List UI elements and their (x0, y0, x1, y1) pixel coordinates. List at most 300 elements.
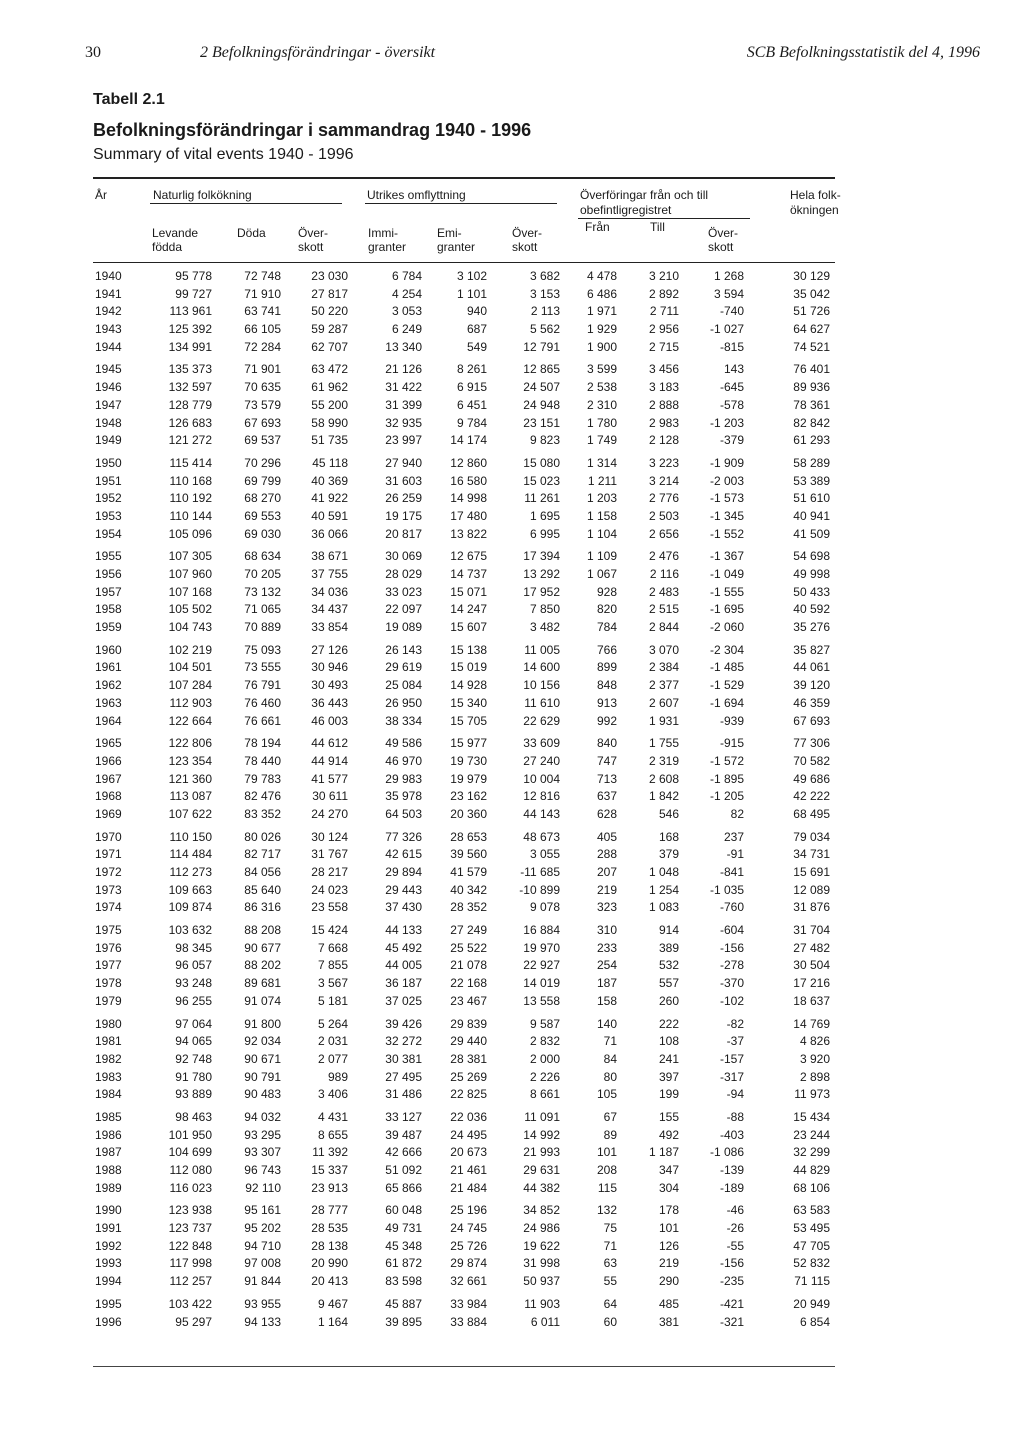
cell-transfer-surplus: -1 552 (709, 526, 744, 541)
cell-natural-surplus: 36 066 (311, 526, 348, 541)
table-row (0, 1220, 1024, 1238)
cell-year: 1968 (95, 789, 122, 804)
cell-transfers-from: 1 900 (586, 339, 617, 354)
cell-immigrants: 31 486 (385, 1087, 422, 1102)
cell-transfer-surplus: -26 (726, 1221, 744, 1236)
cell-deaths: 82 476 (244, 789, 281, 804)
cell-migration-surplus: 21 993 (523, 1145, 560, 1160)
cell-total-increase: 35 827 (793, 642, 830, 657)
cell-natural-surplus: 55 200 (311, 397, 348, 412)
cell-total-increase: 49 998 (793, 567, 830, 581)
cell-transfers-to: 3 210 (648, 269, 679, 283)
cell-year: 1977 (95, 958, 122, 973)
cell-transfers-to: 2 656 (648, 526, 679, 541)
cell-migration-surplus: 14 992 (523, 1127, 560, 1142)
cell-immigrants: 20 817 (385, 526, 422, 541)
cell-year: 1967 (95, 771, 122, 786)
cell-transfer-surplus: 3 594 (713, 286, 744, 301)
cell-immigrants: 26 259 (385, 491, 422, 506)
cell-transfer-surplus: -915 (719, 736, 744, 751)
cell-migration-surplus: 2 113 (530, 304, 560, 319)
cell-migration-surplus: 17 952 (523, 584, 560, 599)
cell-immigrants: 29 983 (385, 771, 422, 786)
cell-emigrants: 3 102 (456, 269, 487, 283)
cell-transfers-to: 2 319 (648, 753, 679, 768)
cell-deaths: 97 008 (244, 1256, 281, 1271)
cell-transfers-from: 132 (596, 1203, 617, 1218)
cell-year: 1941 (95, 286, 122, 301)
cell-transfer-surplus: 82 (730, 806, 744, 821)
cell-emigrants: 40 342 (450, 882, 487, 897)
cell-emigrants: 22 168 (450, 976, 487, 991)
cell-natural-surplus: 41 577 (311, 771, 348, 786)
cell-year: 1976 (95, 940, 122, 955)
cell-year: 1940 (95, 269, 122, 283)
cell-deaths: 89 681 (244, 976, 281, 991)
cell-transfer-surplus: -1 035 (709, 882, 744, 897)
cell-immigrants: 30 381 (385, 1051, 422, 1066)
cell-year: 1973 (95, 882, 122, 897)
cell-emigrants: 20 360 (450, 806, 487, 821)
cell-year: 1995 (95, 1296, 122, 1311)
cell-transfers-from: 713 (596, 771, 617, 786)
cell-total-increase: 3 920 (799, 1051, 830, 1066)
cell-transfers-to: 3 223 (648, 455, 679, 470)
header-natural-group: Naturlig folkökning (153, 188, 252, 202)
cell-natural-surplus: 28 777 (311, 1203, 348, 1218)
cell-immigrants: 83 598 (385, 1274, 422, 1289)
table-row (0, 601, 1024, 619)
cell-immigrants: 31 422 (385, 380, 422, 395)
cell-immigrants: 32 935 (385, 415, 422, 430)
cell-migration-surplus: 15 023 (523, 473, 560, 488)
cell-total-increase: 49 686 (793, 771, 830, 786)
cell-transfers-to: 381 (658, 1314, 679, 1329)
cell-deaths: 95 161 (244, 1203, 281, 1218)
cell-year: 1990 (95, 1203, 122, 1218)
cell-immigrants: 39 426 (385, 1016, 422, 1031)
cell-natural-surplus: 63 472 (311, 362, 348, 377)
cell-births: 91 780 (175, 1069, 212, 1084)
cell-transfers-to: 2 607 (648, 695, 679, 710)
table-row (0, 1238, 1024, 1256)
cell-transfer-surplus: -235 (719, 1274, 744, 1289)
cell-emigrants: 12 860 (450, 455, 487, 470)
cell-transfers-from: 899 (596, 660, 617, 675)
table-top-rule (93, 177, 835, 179)
table-row (0, 1033, 1024, 1051)
cell-transfers-from: 747 (596, 753, 617, 768)
migration-group-underline (365, 203, 557, 204)
table-row (0, 829, 1024, 847)
cell-transfers-to: 1 048 (648, 865, 679, 879)
cell-deaths: 95 202 (244, 1221, 281, 1236)
table-row (0, 899, 1024, 917)
cell-year: 1953 (95, 508, 122, 523)
cell-transfers-from: 1 109 (586, 549, 617, 564)
cell-transfers-from: 1 203 (586, 491, 617, 506)
cell-migration-surplus: 7 850 (529, 602, 560, 617)
cell-transfers-to: 2 515 (648, 602, 679, 617)
cell-migration-surplus: 12 865 (523, 362, 560, 377)
table-row (0, 490, 1024, 508)
cell-migration-surplus: 6 011 (530, 1314, 560, 1329)
cell-births: 123 737 (168, 1221, 212, 1236)
cell-migration-surplus: 8 661 (529, 1087, 560, 1102)
cell-emigrants: 14 928 (450, 678, 487, 693)
cell-migration-surplus: 11 091 (524, 1109, 560, 1124)
cell-natural-surplus: 24 023 (311, 882, 348, 897)
cell-year: 1948 (95, 415, 122, 430)
cell-transfer-surplus: -1 203 (709, 415, 744, 430)
cell-natural-surplus: 15 337 (311, 1163, 348, 1177)
cell-transfer-surplus: -939 (719, 713, 744, 728)
cell-transfer-surplus: -2 003 (709, 473, 744, 488)
cell-transfers-to: 389 (658, 940, 679, 955)
table-row (0, 846, 1024, 864)
table-header-rule (93, 262, 835, 263)
cell-births: 121 360 (168, 771, 212, 786)
cell-natural-surplus: 44 914 (311, 753, 348, 768)
cell-total-increase: 30 129 (793, 269, 830, 283)
cell-natural-surplus: 27 817 (311, 286, 348, 301)
cell-year: 1963 (95, 695, 122, 710)
cell-migration-surplus: 31 998 (523, 1256, 560, 1271)
cell-births: 112 903 (169, 695, 212, 710)
cell-migration-surplus: 19 970 (523, 940, 560, 955)
cell-emigrants: 24 745 (450, 1221, 487, 1236)
cell-transfer-surplus: -94 (726, 1087, 744, 1102)
cell-natural-surplus: 28 138 (311, 1238, 348, 1253)
table-row (0, 735, 1024, 753)
cell-emigrants: 19 979 (450, 771, 487, 786)
header-nat-surplus-line2: skott (298, 240, 324, 254)
cell-year: 1950 (95, 455, 122, 470)
cell-transfer-surplus: -82 (726, 1016, 744, 1031)
cell-emigrants: 1 101 (456, 286, 487, 301)
cell-transfer-surplus: -55 (726, 1238, 744, 1253)
cell-migration-surplus: 24 986 (523, 1221, 560, 1236)
cell-transfer-surplus: -1 049 (709, 567, 744, 581)
cell-transfers-from: 637 (596, 789, 617, 804)
cell-emigrants: 19 730 (450, 753, 487, 768)
cell-deaths: 66 105 (244, 322, 281, 337)
cell-emigrants: 21 484 (450, 1180, 487, 1195)
cell-transfers-from: 1 211 (587, 473, 617, 488)
header-tr-surplus-line2: skott (708, 240, 734, 254)
cell-total-increase: 40 941 (793, 508, 830, 523)
cell-total-increase: 74 521 (793, 339, 830, 354)
table-row (0, 659, 1024, 677)
table-row (0, 1069, 1024, 1087)
cell-natural-surplus: 23 913 (311, 1180, 348, 1195)
cell-births: 96 057 (175, 958, 212, 973)
cell-emigrants: 940 (466, 304, 487, 319)
cell-total-increase: 18 637 (793, 993, 830, 1008)
cell-natural-surplus: 8 655 (317, 1127, 348, 1142)
cell-year: 1974 (95, 900, 122, 915)
cell-transfers-from: 848 (596, 678, 617, 693)
cell-natural-surplus: 20 413 (311, 1274, 348, 1289)
cell-immigrants: 25 084 (385, 678, 422, 693)
cell-transfers-from: 80 (603, 1069, 617, 1084)
cell-births: 98 463 (175, 1109, 212, 1124)
table-row (0, 1162, 1024, 1180)
table-row (0, 1273, 1024, 1291)
cell-immigrants: 45 887 (385, 1296, 422, 1311)
cell-transfer-surplus: -740 (719, 304, 744, 319)
cell-births: 122 848 (168, 1238, 212, 1253)
cell-immigrants: 4 254 (391, 286, 422, 301)
header-emigrants-line1: Emi- (437, 226, 462, 240)
cell-births: 105 096 (168, 526, 212, 541)
cell-immigrants: 44 005 (385, 958, 422, 973)
header-mig-surplus-line1: Över- (512, 226, 542, 240)
cell-natural-surplus: 36 443 (311, 695, 348, 710)
cell-transfers-from: 75 (603, 1221, 617, 1236)
cell-immigrants: 39 895 (385, 1314, 422, 1329)
cell-emigrants: 25 522 (450, 940, 487, 955)
cell-transfer-surplus: -1 573 (709, 491, 744, 506)
cell-total-increase: 50 433 (793, 584, 830, 599)
cell-total-increase: 82 842 (793, 415, 830, 430)
cell-deaths: 93 295 (244, 1127, 281, 1142)
cell-transfer-surplus: -604 (719, 923, 744, 938)
cell-deaths: 70 296 (244, 455, 281, 470)
cell-deaths: 69 553 (244, 508, 281, 523)
cell-transfers-from: 187 (596, 976, 617, 991)
cell-natural-surplus: 51 735 (311, 433, 348, 448)
cell-total-increase: 4 826 (799, 1034, 830, 1049)
cell-transfers-from: 628 (596, 806, 617, 821)
cell-transfer-surplus: -1 345 (709, 508, 744, 523)
cell-deaths: 75 093 (244, 642, 281, 657)
cell-births: 99 727 (175, 286, 212, 301)
table-row (0, 321, 1024, 339)
cell-deaths: 83 352 (244, 806, 281, 821)
table-body (0, 264, 1024, 1331)
cell-deaths: 88 202 (244, 958, 281, 973)
cell-migration-surplus: -11 685 (520, 865, 560, 879)
cell-immigrants: 42 666 (385, 1145, 422, 1160)
cell-migration-surplus: 10 004 (523, 771, 560, 786)
cell-migration-surplus: 2 832 (529, 1034, 560, 1049)
cell-migration-surplus: 24 507 (523, 380, 560, 395)
table-row (0, 415, 1024, 433)
cell-year: 1969 (95, 806, 122, 821)
cell-migration-surplus: 24 948 (523, 397, 560, 412)
cell-year: 1980 (95, 1016, 122, 1031)
table-row (0, 1255, 1024, 1273)
cell-natural-surplus: 23 030 (311, 269, 348, 283)
table-row (0, 268, 1024, 286)
cell-transfers-to: 2 116 (649, 567, 679, 581)
cell-year: 1985 (95, 1109, 122, 1124)
cell-transfer-surplus: -2 304 (709, 642, 744, 657)
cell-migration-surplus: 9 587 (529, 1016, 560, 1031)
cell-transfers-to: 347 (658, 1163, 679, 1177)
cell-transfers-from: 60 (603, 1314, 617, 1329)
cell-natural-surplus: 30 611 (312, 789, 348, 804)
cell-migration-surplus: 44 382 (523, 1180, 560, 1195)
cell-migration-surplus: 27 240 (523, 753, 560, 768)
table-row (0, 397, 1024, 415)
cell-emigrants: 29 839 (450, 1016, 487, 1031)
table-row (0, 713, 1024, 731)
cell-births: 110 168 (169, 473, 212, 488)
cell-deaths: 68 270 (244, 491, 281, 506)
cell-transfers-to: 304 (658, 1180, 679, 1195)
cell-total-increase: 2 898 (799, 1069, 830, 1084)
cell-births: 135 373 (168, 362, 212, 377)
cell-migration-surplus: 16 884 (523, 923, 560, 938)
cell-births: 104 743 (168, 620, 212, 635)
table-row (0, 526, 1024, 544)
cell-deaths: 73 579 (244, 397, 281, 412)
cell-total-increase: 31 704 (793, 923, 830, 938)
cell-migration-surplus: 13 292 (523, 567, 560, 581)
row-group (0, 1296, 1024, 1331)
table-row (0, 957, 1024, 975)
cell-transfer-surplus: -278 (719, 958, 744, 973)
table-row (0, 361, 1024, 379)
cell-year: 1970 (95, 829, 122, 844)
cell-deaths: 91 800 (244, 1016, 281, 1031)
cell-immigrants: 6 249 (391, 322, 422, 337)
table-row (0, 864, 1024, 882)
cell-year: 1989 (95, 1180, 122, 1195)
cell-year: 1984 (95, 1087, 122, 1102)
cell-transfers-to: 290 (658, 1274, 679, 1289)
cell-transfer-surplus: -421 (719, 1296, 744, 1311)
cell-natural-surplus: 15 424 (311, 923, 348, 938)
cell-total-increase: 89 936 (793, 380, 830, 395)
cell-migration-surplus: 17 394 (523, 549, 560, 564)
cell-deaths: 84 056 (244, 865, 281, 879)
cell-transfers-to: 1 187 (648, 1145, 679, 1160)
cell-births: 95 297 (175, 1314, 212, 1329)
cell-births: 121 272 (168, 433, 212, 448)
cell-immigrants: 33 127 (385, 1109, 422, 1124)
cell-transfers-from: 6 486 (586, 286, 617, 301)
cell-natural-surplus: 40 369 (311, 473, 348, 488)
cell-transfer-surplus: -1 909 (709, 455, 744, 470)
cell-transfers-to: 1 254 (648, 882, 679, 897)
cell-migration-surplus: 3 153 (529, 286, 560, 301)
cell-total-increase: 23 244 (793, 1127, 830, 1142)
cell-transfer-surplus: 143 (723, 362, 744, 377)
cell-year: 1994 (95, 1274, 122, 1289)
cell-migration-surplus: 11 610 (524, 695, 560, 710)
cell-transfers-to: 178 (658, 1203, 679, 1218)
cell-migration-surplus: 3 682 (529, 269, 560, 283)
cell-transfers-to: 2 384 (648, 660, 679, 675)
cell-deaths: 93 307 (244, 1145, 281, 1160)
cell-deaths: 85 640 (244, 882, 281, 897)
cell-immigrants: 60 048 (385, 1203, 422, 1218)
cell-transfer-surplus: -139 (719, 1163, 744, 1177)
cell-total-increase: 64 627 (793, 322, 830, 337)
cell-emigrants: 15 340 (450, 695, 487, 710)
cell-total-increase: 17 216 (793, 976, 830, 991)
cell-transfers-from: 219 (596, 882, 617, 897)
cell-total-increase: 44 829 (793, 1163, 830, 1177)
cell-transfers-to: 2 608 (648, 771, 679, 786)
cell-immigrants: 39 487 (385, 1127, 422, 1142)
cell-transfers-to: 168 (658, 829, 679, 844)
cell-transfer-surplus: -1 695 (709, 602, 744, 617)
header-tr-surplus-line1: Över- (708, 226, 738, 240)
cell-immigrants: 49 731 (385, 1221, 422, 1236)
cell-migration-surplus: 12 816 (523, 789, 560, 804)
cell-transfers-from: 2 538 (586, 380, 617, 395)
cell-births: 125 392 (168, 322, 212, 337)
cell-total-increase: 39 120 (793, 678, 830, 693)
cell-total-increase: 68 495 (793, 806, 830, 821)
cell-emigrants: 9 784 (456, 415, 487, 430)
cell-total-increase: 6 854 (799, 1314, 830, 1329)
cell-immigrants: 44 133 (385, 923, 422, 938)
cell-natural-surplus: 3 567 (317, 976, 348, 991)
cell-migration-surplus: 1 695 (529, 508, 560, 523)
cell-emigrants: 33 984 (450, 1296, 487, 1311)
cell-transfers-from: 67 (603, 1109, 617, 1124)
cell-deaths: 70 635 (244, 380, 281, 395)
cell-immigrants: 31 399 (385, 397, 422, 412)
cell-total-increase: 42 222 (793, 789, 830, 804)
table-row (0, 753, 1024, 771)
cell-immigrants: 28 029 (385, 567, 422, 581)
cell-immigrants: 27 940 (385, 455, 422, 470)
cell-transfers-to: 2 128 (648, 433, 679, 448)
cell-transfers-to: 532 (658, 958, 679, 973)
row-group (0, 642, 1024, 730)
cell-total-increase: 47 705 (793, 1238, 830, 1253)
cell-births: 97 064 (175, 1016, 212, 1031)
cell-deaths: 69 537 (244, 433, 281, 448)
cell-emigrants: 23 162 (450, 789, 487, 804)
row-group (0, 829, 1024, 917)
cell-total-increase: 14 769 (793, 1016, 830, 1031)
table-row (0, 566, 1024, 584)
table-row (0, 1180, 1024, 1198)
cell-transfers-from: 105 (596, 1087, 617, 1102)
row-group (0, 1016, 1024, 1104)
cell-transfers-to: 546 (658, 806, 679, 821)
cell-natural-surplus: 7 855 (317, 958, 348, 973)
cell-transfers-from: 3 599 (586, 362, 617, 377)
cell-total-increase: 53 495 (793, 1221, 830, 1236)
cell-immigrants: 27 495 (385, 1069, 422, 1084)
cell-emigrants: 15 019 (450, 660, 487, 675)
cell-transfers-from: 766 (596, 642, 617, 657)
cell-deaths: 90 483 (244, 1087, 281, 1102)
cell-year: 1987 (95, 1145, 122, 1160)
cell-natural-surplus: 28 217 (311, 865, 348, 879)
cell-deaths: 69 030 (244, 526, 281, 541)
cell-transfers-from: 208 (596, 1163, 617, 1177)
cell-deaths: 88 208 (244, 923, 281, 938)
cell-year: 1996 (95, 1314, 122, 1329)
header-births-line1: Levande (152, 226, 199, 240)
cell-transfer-surplus: -156 (719, 940, 744, 955)
cell-births: 134 991 (168, 339, 212, 354)
cell-transfer-surplus: -403 (719, 1127, 744, 1142)
table-row (0, 788, 1024, 806)
table-row (0, 940, 1024, 958)
cell-deaths: 70 889 (244, 620, 281, 635)
cell-transfers-to: 3 183 (648, 380, 679, 395)
